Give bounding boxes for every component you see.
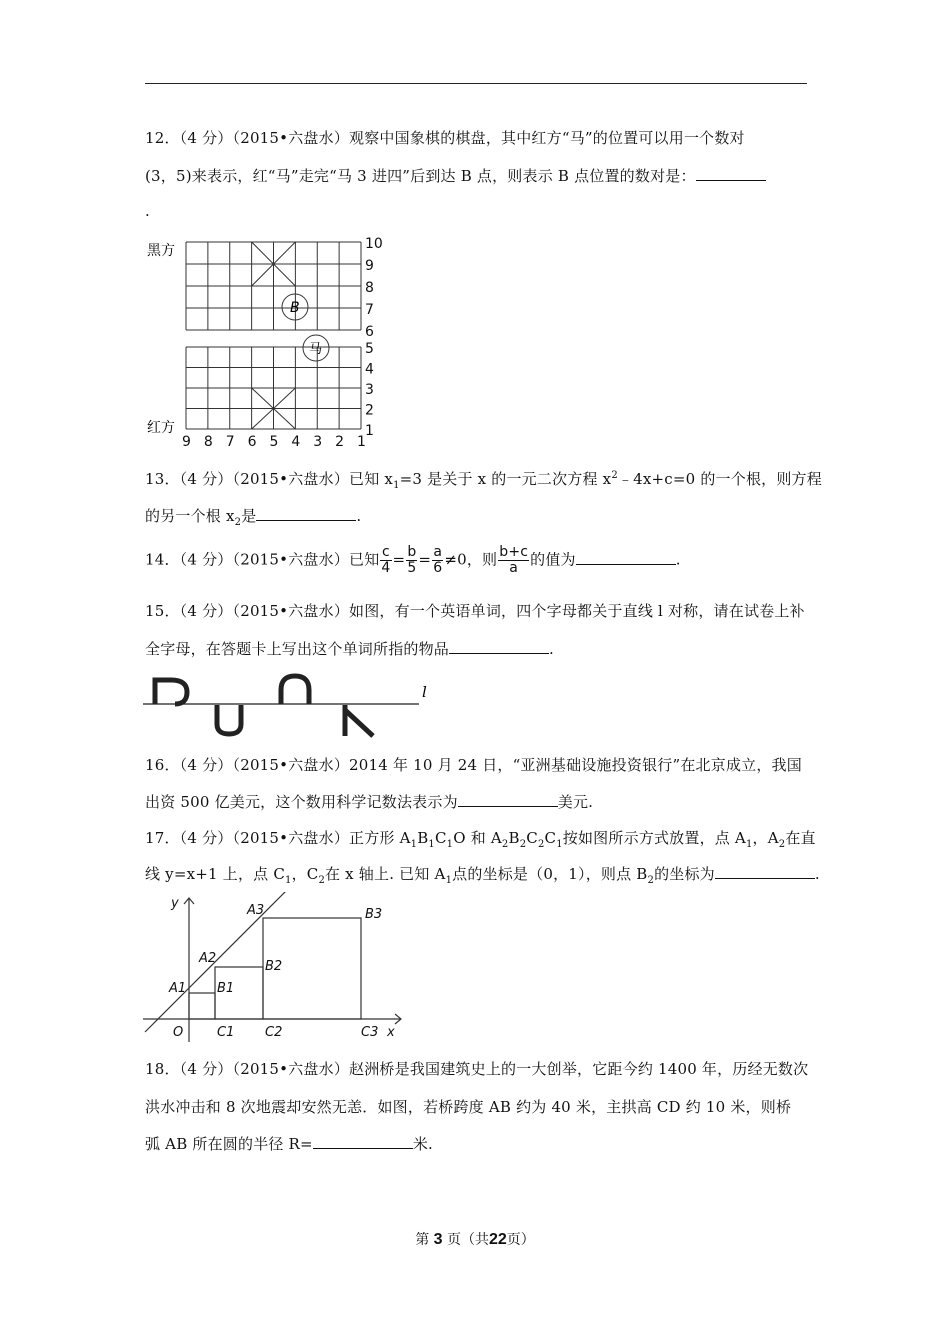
b1-label: B1 xyxy=(217,981,235,996)
fraction-bc-a: $\frac{b+c}{a}$ xyxy=(499,544,529,576)
q13-answer-blank[interactable] xyxy=(256,506,356,521)
q14-line: 14．（4 分）（2015•六盘水）已知 $\frac{c}{4}$ = $\frac{b}{5}$ = $\frac{a}{6}$ ≠0，则 $\frac{b+c}{a}$ 的值为 . xyxy=(145,544,681,576)
q17-line1: 17．（4 分）（2015•六盘水）正方形 $A_1B_1C_1O$ 和 $A_2B_2C_2C_1$按如图所示方式放置，点 $A_1$，$A_2$在直 xyxy=(145,829,816,850)
c2-label: C2 xyxy=(265,1025,283,1040)
red-side-label: 红方 xyxy=(147,420,175,436)
board-col-number: 9 xyxy=(182,434,191,450)
board-row-number: 4 xyxy=(365,361,374,378)
letter-d-top-half xyxy=(155,680,187,704)
q15-line1: 15．（4 分）（2015•六盘水）如图，有一个英语单词，四个字母都关于直线 l 对称，请在试卷上补 xyxy=(145,602,805,620)
x-axis-label: x xyxy=(387,1025,395,1040)
board-row-number: 9 xyxy=(365,258,374,274)
board-col-number: 6 xyxy=(247,434,257,450)
board-col-number: 1 xyxy=(357,434,366,450)
letter-o-top-half xyxy=(281,676,309,704)
board-grid xyxy=(186,242,361,429)
q13-line1: 13．（4 分）（2015•六盘水）已知 $x_1=3$ 是关于 x 的一元二次方程 $x^2﹣4x+c=0$ 的一个根，则方程 xyxy=(145,470,822,491)
board-col-number: 3 xyxy=(313,434,323,450)
board-row-number: 7 xyxy=(365,302,374,318)
a3-label: A3 xyxy=(247,903,265,918)
fraction-b-5: $\frac{b}{5}$ xyxy=(407,544,417,576)
page-footer: 第 3 页（共22页） xyxy=(415,1231,535,1248)
q12-line2: (3，5)来表示，红“马”走完“马 3 进四”后到达 B 点，则表示 B 点位置的数对是： xyxy=(145,165,766,186)
board-row-number: 5 xyxy=(365,341,374,357)
board-col-number: 8 xyxy=(203,434,213,450)
board-col-number: 2 xyxy=(335,434,345,450)
board-row-number: 3 xyxy=(365,382,374,398)
q12-line3: . xyxy=(145,202,150,220)
page-total: 22 xyxy=(489,1231,507,1248)
q16-line1: 16．（4 分）（2015•六盘水）2014 年 10 月 24 日，“亚洲基础设施投资银行”在北京成立，我国 xyxy=(145,756,802,774)
horse-piece-label: 马 xyxy=(309,342,323,357)
page-number: 3 xyxy=(433,1231,443,1248)
a1-label: A1 xyxy=(169,981,187,996)
letter-u-bottom-half xyxy=(217,705,241,734)
symmetric-word-figure xyxy=(143,672,443,738)
q18-line2: 洪水冲击和 8 次地震却安然无恙．如图，若桥跨度 AB 约为 40 米，主拱高 CD 约 10 米，则桥 xyxy=(145,1098,792,1116)
q18-answer-blank[interactable] xyxy=(313,1134,413,1149)
y-axis-label: y xyxy=(171,896,179,911)
c1-label: C1 xyxy=(217,1025,235,1040)
b3-label: B3 xyxy=(365,907,383,922)
q17-answer-blank[interactable] xyxy=(715,864,815,879)
chess-board-figure xyxy=(143,236,388,454)
c3-label: C3 xyxy=(361,1025,379,1040)
q13-line2: 的另一个根 $x_2$是 . xyxy=(145,507,362,528)
q12-answer-blank[interactable] xyxy=(696,166,766,181)
square-1 xyxy=(189,993,215,1019)
q15-line2: 全字母，在答题卡上写出这个单词所指的物品 . xyxy=(145,640,554,658)
board-row-number: 8 xyxy=(365,280,374,296)
origin-label: O xyxy=(173,1025,184,1040)
board-row-number: 1 xyxy=(365,423,374,439)
q12-line1: 12．（4 分）（2015•六盘水）观察中国象棋的棋盘，其中红方“马”的位置可以用一个数对 xyxy=(145,129,745,147)
q18-line1: 18．（4 分）（2015•六盘水）赵洲桥是我国建筑史上的一大创举，它距今约 1400 年，历经无数次 xyxy=(145,1060,809,1078)
board-col-number: 4 xyxy=(291,434,301,450)
q18-line3: 弧 AB 所在圆的半径 R= 米. xyxy=(145,1135,433,1153)
board-col-number: 5 xyxy=(269,434,279,450)
fraction-c-4: $\frac{c}{4}$ xyxy=(381,544,391,576)
piece-b-label: B xyxy=(290,300,300,316)
board-row-number: 6 xyxy=(365,324,374,340)
black-side-label: 黑方 xyxy=(147,243,175,259)
q17-line2: 线 y=x+1 上，点 $C_1$，$C_2$在 x 轴上. 已知 $A_1$点的坐标是（0，1），则点 $B_2$的坐标为 . xyxy=(145,865,820,886)
line-l-label: l xyxy=(422,683,427,701)
header-rule xyxy=(145,83,807,84)
board-row-number: 10 xyxy=(365,236,383,252)
q16-answer-blank[interactable] xyxy=(458,792,558,807)
q14-answer-blank[interactable] xyxy=(576,550,676,565)
q15-answer-blank[interactable] xyxy=(449,639,549,654)
board-row-number: 2 xyxy=(365,402,374,419)
squares-on-line-figure xyxy=(143,892,413,1044)
q16-line2: 出资 500 亿美元，这个数用科学记数法表示为 美元. xyxy=(145,793,594,811)
fraction-a-6: $\frac{a}{6}$ xyxy=(433,544,443,576)
board-col-number: 7 xyxy=(225,434,235,450)
a2-label: A2 xyxy=(199,951,217,966)
letter-k-bottom-half xyxy=(345,705,373,736)
b2-label: B2 xyxy=(265,959,283,974)
